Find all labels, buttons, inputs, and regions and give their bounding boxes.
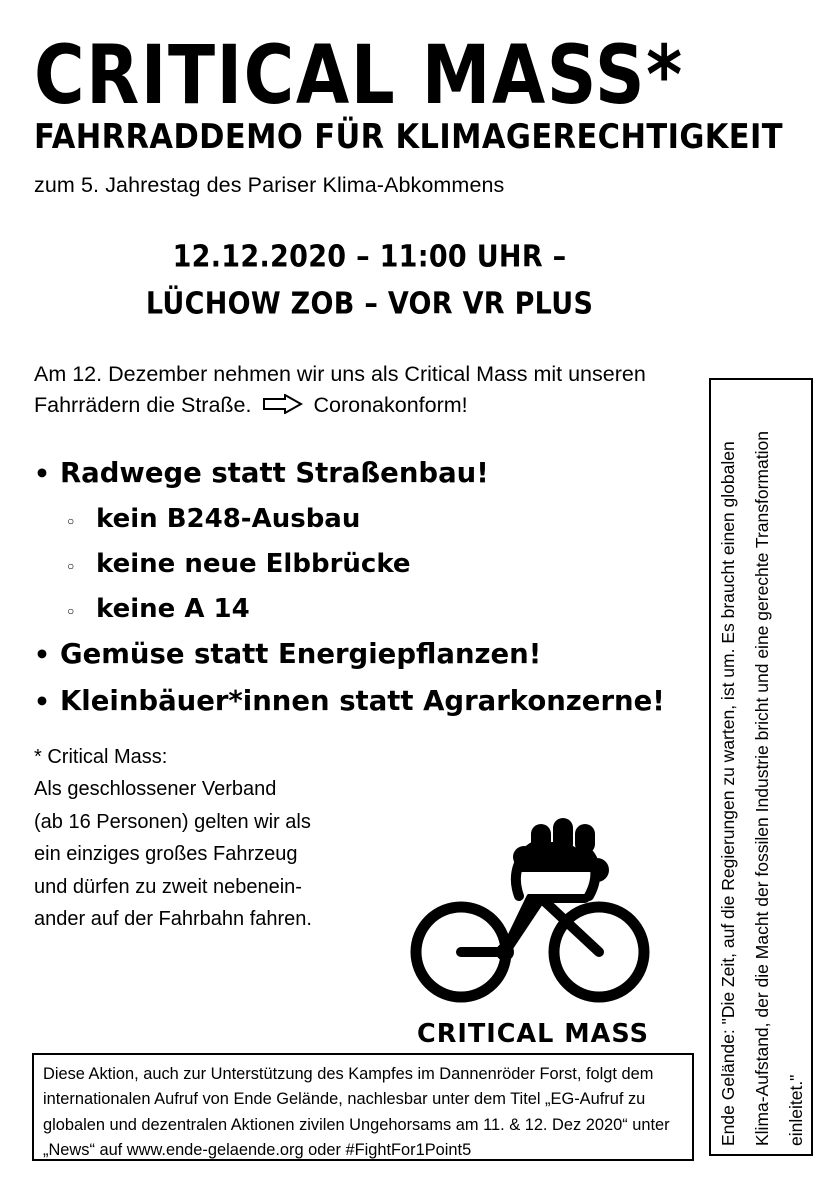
sub-demand-item bbox=[66, 549, 704, 580]
demand-label: Radwege statt Straßenbau! bbox=[60, 456, 489, 489]
critical-mass-logo bbox=[398, 812, 668, 1049]
footnote-line: ander auf der Fahrbahn fahren. bbox=[34, 908, 312, 931]
poster-subheadline: FAHRRADDEMO FÜR KLIMAGERECHTIGKEIT bbox=[34, 117, 783, 157]
sub-demand-item bbox=[66, 504, 704, 535]
footnote-title: * Critical Mass: bbox=[34, 746, 168, 769]
demand-label: Gemüse statt Energiepflanzen! bbox=[60, 638, 542, 671]
bullet-icon: • bbox=[34, 458, 50, 488]
sub-bullet-icon: ◦ bbox=[66, 558, 76, 577]
demands-list bbox=[34, 456, 704, 717]
event-location-line: LÜCHOW ZOB – VOR VR PLUS bbox=[145, 286, 594, 321]
sub-demand-label: keine neue Elbbrücke bbox=[96, 549, 411, 580]
arrow-right-icon bbox=[263, 392, 303, 423]
footnote-line: (ab 16 Personen) gelten wir als bbox=[34, 810, 311, 833]
footnote-block bbox=[34, 741, 404, 935]
sub-bullet-icon: ◦ bbox=[66, 513, 76, 532]
poster-occasion: zum 5. Jahrestag des Pariser Klima-Abkommens bbox=[34, 172, 505, 197]
bottom-note-box bbox=[32, 1053, 694, 1161]
footnote-line: und dürfen zu zweit nebenein- bbox=[34, 875, 302, 898]
quote-text: Ende Gelände: "Die Zeit, auf die Regierungen zu warten, ist um. Es braucht einen globalen Klima-Aufstand, der die Macht der fossilen Industrie bricht und eine gerechte Transformation einleitet." bbox=[718, 431, 807, 1146]
bottom-note-text: Diese Aktion, auch zur Unterstützung des Kampfes im Dannenröder Forst, folgt dem internationalen Aufruf von Ende Gelände, nachlesbar unter dem Titel „EG-Aufruf zu globalen und dezentralen Aktionen zivilen Ungehorsams am 11. & 12. Dez 2020“ unter „News“ auf www.ende-gelaende.org oder #FightFor1Point5 bbox=[43, 1065, 670, 1160]
bicycle-fist-icon bbox=[403, 812, 663, 1012]
demand-sublist bbox=[66, 504, 704, 625]
event-date-line: 12.12.2020 – 11:00 UHR – bbox=[172, 239, 567, 274]
demand-label: Kleinbäuer*innen statt Agrarkonzerne! bbox=[60, 684, 665, 717]
demand-item bbox=[34, 456, 704, 489]
sub-demand-label: kein B248-Ausbau bbox=[96, 504, 361, 535]
event-datetime bbox=[34, 234, 805, 328]
logo-caption: CRITICAL MASS bbox=[417, 1019, 649, 1049]
sub-demand-label: keine A 14 bbox=[96, 594, 250, 625]
sub-bullet-icon: ◦ bbox=[66, 603, 76, 622]
bullet-icon: • bbox=[34, 640, 50, 670]
footnote-line: Als geschlossener Verband bbox=[34, 778, 277, 801]
intro-text-first: Am 12. Dezember nehmen wir uns als Critical Mass mit unseren Fahrrädern die Straße. bbox=[34, 362, 646, 418]
sub-demand-item bbox=[66, 594, 704, 625]
footnote-line: ein einziges großes Fahrzeug bbox=[34, 843, 298, 866]
quote-box bbox=[709, 378, 813, 1156]
poster-headline: CRITICAL MASS* bbox=[34, 28, 684, 123]
demand-item bbox=[34, 638, 704, 671]
intro-text-second: Coronakonform! bbox=[313, 393, 468, 418]
bullet-icon: • bbox=[34, 686, 50, 716]
intro-paragraph bbox=[34, 359, 694, 423]
demand-item bbox=[34, 684, 704, 717]
